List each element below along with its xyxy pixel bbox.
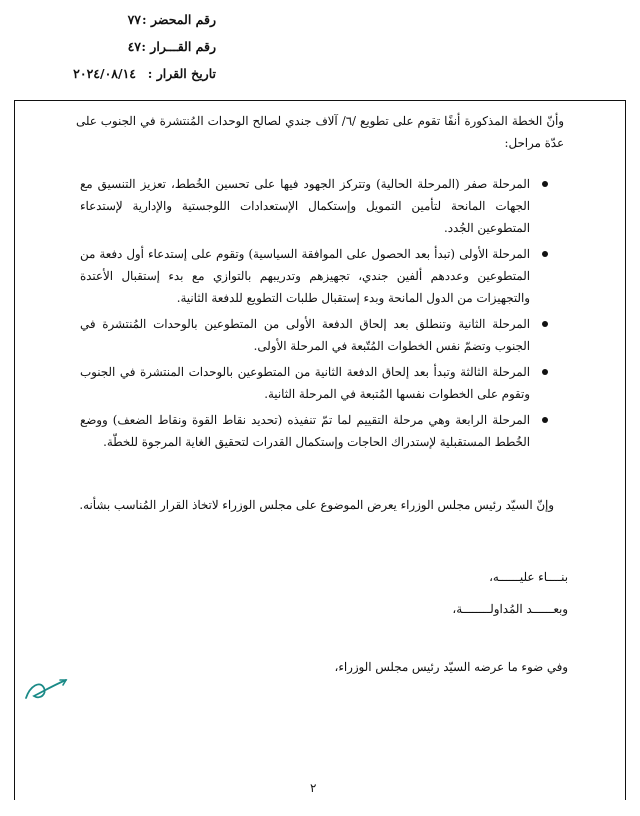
bullet-icon bbox=[542, 321, 548, 327]
decision-number-label: رقم القـــرار : bbox=[141, 39, 216, 54]
stage-text: المرحلة الثالثة وتبدأ بعد إلحاق الدفعة الثانية من المتطوعين بالوحدات المنتشرة في الجنوب وتقوم على الخطوات نفسها المُتبعة في المرحلة الثانية. bbox=[80, 365, 530, 401]
signature-icon bbox=[22, 672, 70, 706]
bullet-icon bbox=[542, 251, 548, 257]
stage-text: المرحلة الأولى (تبدأ بعد الحصول على الموافقة السياسية) وتقوم على إستدعاء أول دفعة من المتطوعين وعددهم ألفين جندي، تجهيزهم وتدريبهم بالتوازي مع بدء إستقبال الأعتدة والتجهيزات من الدول المانحة وبدء إستقبال طلبات التطويع للدفعة الثانية. bbox=[80, 247, 530, 305]
based-on-line: بنــــاء عليــــــه، bbox=[489, 570, 568, 584]
stage-text: المرحلة الرابعة وهي مرحلة التقييم لما تمّ تنفيذه (تحديد نقاط القوة ونقاط الضعف) ووضع الخُطط المستقبلية لإستدراك الحاجات وإستكمال القدرات لتحقيق الغاية المرجوة للخطّة. bbox=[80, 413, 530, 449]
stage-item bbox=[80, 173, 530, 239]
stage-text: المرحلة الثانية وتنطلق بعد إلحاق الدفعة الأولى من المتطوعين بالوحدات المُنتشرة في الجنوب وتضمّ نفس الخطوات المُتّبعة في المرحلة الأولى. bbox=[80, 317, 530, 353]
intro-paragraph: وأنّ الخطة المذكورة أنفًا تقوم على تطويع /٦/ آلاف جندي لصالح الوحدات المُنتشرة في الجنوب على عدّة مراحل: bbox=[76, 114, 564, 150]
record-number-label: رقم المحضر : bbox=[142, 12, 216, 27]
bullet-icon bbox=[542, 181, 548, 187]
stage-text: المرحلة صفر (المرحلة الحالية) وتتركز الجهود فيها على تحسين الخُطط، تعزيز التنسيق مع الجهات المانحة لتأمين التمويل وإستكمال الإستعدادات اللوجستية والإدارية لإستدعاء المتطوعين الجُدد. bbox=[80, 177, 530, 235]
decision-date-value: ٢٠٢٤/٠٨/١٤ bbox=[73, 66, 136, 81]
bullet-icon bbox=[542, 369, 548, 375]
decision-number-value: ٤٧ bbox=[127, 39, 141, 54]
stage-item bbox=[80, 409, 530, 453]
page-number: ٢ bbox=[310, 781, 317, 795]
stage-item bbox=[80, 243, 530, 309]
stage-item bbox=[80, 313, 530, 357]
in-light-line: وفي ضوء ما عرضه السيّد رئيس مجلس الوزراء، bbox=[334, 660, 568, 674]
closing-paragraph: وإنّ السيّد رئيس مجلس الوزراء يعرض الموضوع على مجلس الوزراء لاتخاذ القرار المُناسب بشأنه. bbox=[79, 498, 554, 512]
after-deliberation-line: وبعــــــد المُداولــــــــة، bbox=[452, 602, 568, 616]
stage-item bbox=[80, 361, 530, 405]
record-number-value: ٧٧ bbox=[127, 12, 141, 27]
decision-date-label: تاريخ القرار : bbox=[147, 66, 216, 81]
stages-list bbox=[80, 173, 530, 457]
bullet-icon bbox=[542, 417, 548, 423]
